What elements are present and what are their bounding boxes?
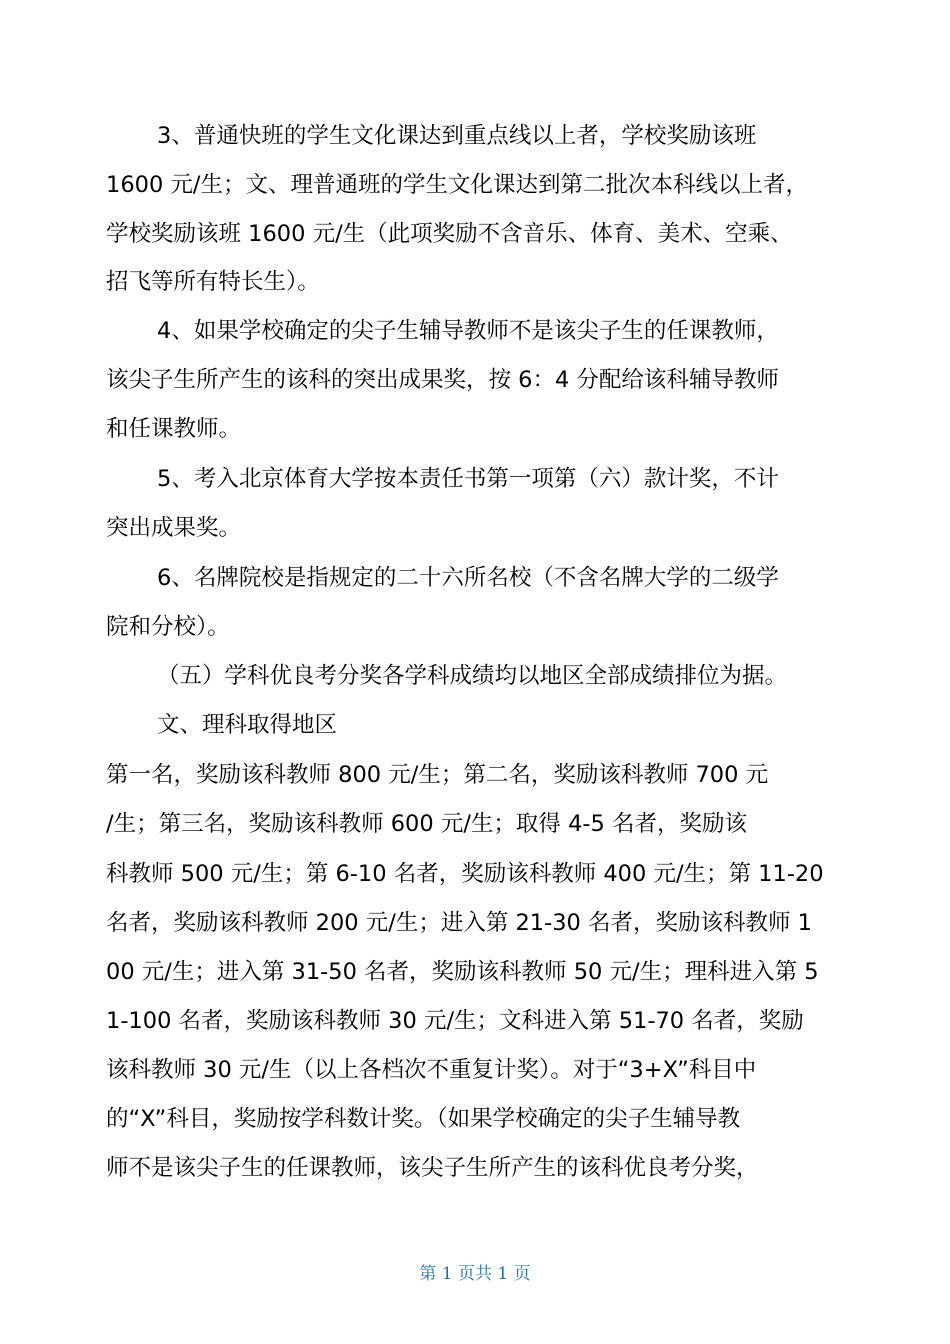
- paragraph-line: 文、理科取得地区: [157, 712, 338, 738]
- paragraph-line: 学校奖励该班 1600 元/生（此项奖励不含音乐、体育、美术、空乘、: [106, 221, 793, 247]
- paragraph-line: 师不是该尖子生的任课教师，该尖子生所产生的该科优良考分奖，: [106, 1155, 759, 1181]
- paragraph-line: 1600 元/生；文、理普通班的学生文化课达到第二批次本科线以上者，: [106, 172, 808, 198]
- paragraph-line: 招飞等所有特长生）。: [106, 269, 320, 295]
- paragraph-line: 第一名，奖励该科教师 800 元/生；第二名，奖励该科教师 700 元: [106, 762, 769, 788]
- paragraph-line: 4、如果学校确定的尖子生辅导教师不是该尖子生的任课教师，: [157, 318, 779, 344]
- paragraph-line: /生；第三名，奖励该科教师 600 元/生；取得 4-5 名者，奖励该: [106, 811, 747, 837]
- paragraph-line: 3、普通快班的学生文化课达到重点线以上者，学校奖励该班: [157, 123, 757, 149]
- paragraph-line: 00 元/生；进入第 31-50 名者，奖励该科教师 50 元/生；理科进入第 5: [106, 959, 819, 985]
- paragraph-line: 该科教师 30 元/生（以上各档次不重复计奖）。对于“3+X”科目中: [106, 1057, 757, 1083]
- paragraph-line: 科教师 500 元/生；第 6-10 名者，奖励该科教师 400 元/生；第 11-20: [106, 861, 824, 887]
- paragraph-line: 1-100 名者，奖励该科教师 30 元/生；文科进入第 51-70 名者，奖励: [106, 1008, 804, 1034]
- section-heading-line: （五）学科优良考分奖各学科成绩均以地区全部成绩排位为据。: [157, 663, 788, 689]
- paragraph-line: 5、考入北京体育大学按本责任书第一项第（六）款计奖，不计: [157, 466, 779, 492]
- page-number-footer: 第 1 页共 1 页: [419, 1264, 531, 1284]
- paragraph-line: 6、名牌院校是指规定的二十六所名校（不含名牌大学的二级学: [157, 565, 779, 591]
- paragraph-line: 的“X”科目，奖励按学科数计奖。（如果学校确定的尖子生辅导教: [106, 1106, 741, 1132]
- paragraph-line: 突出成果奖。: [106, 515, 242, 541]
- paragraph-line: 和任课教师。: [106, 416, 242, 442]
- paragraph-line: 院和分校）。: [106, 614, 230, 640]
- paragraph-line: 该尖子生所产生的该科的突出成果奖，按 6：4 分配给该科辅导教师: [106, 367, 779, 393]
- paragraph-line: 名者，奖励该科教师 200 元/生；进入第 21-30 名者，奖励该科教师 1: [106, 910, 812, 936]
